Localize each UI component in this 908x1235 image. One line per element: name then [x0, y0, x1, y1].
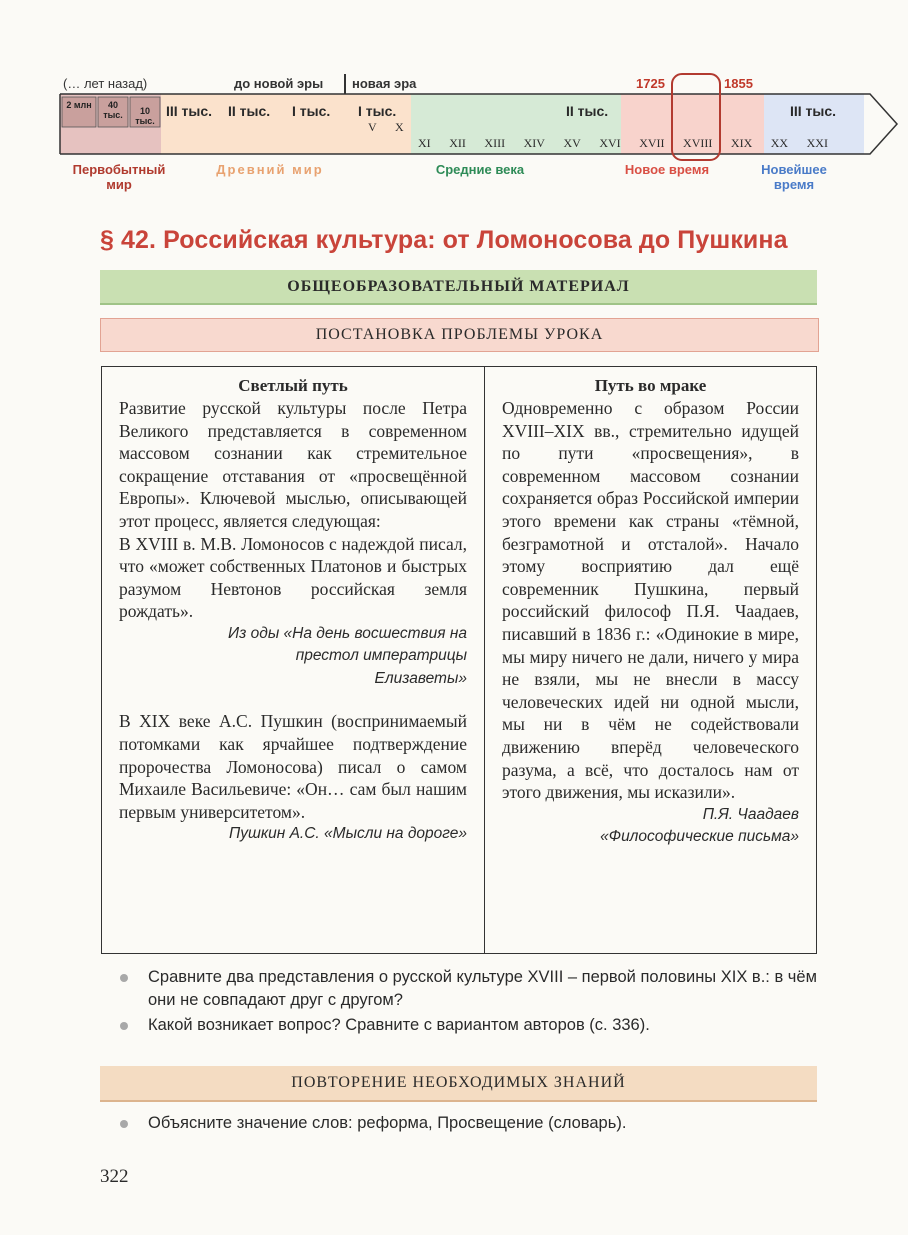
- review-question-text: Объясните значение слов: реформа, Просвещение (словарь).: [148, 1114, 627, 1132]
- comparison-box: [101, 366, 817, 954]
- era-medieval: Средние века: [435, 162, 525, 177]
- page-number: 322: [100, 1166, 129, 1187]
- era-modern: Новое время: [624, 162, 710, 177]
- century-label: XIX: [730, 136, 753, 150]
- page-title: § 42. Российская культура: от Ломоносова до Пушкина: [100, 226, 788, 254]
- cell-2mln: 2 млн: [66, 100, 92, 110]
- year-1855-label: 1855: [724, 76, 753, 91]
- century-label: XXI: [806, 136, 828, 150]
- century-label: XI: [418, 136, 431, 150]
- millennium-1-ad: I тыс.: [358, 103, 397, 119]
- era-ancient: Древний мир: [216, 162, 324, 177]
- section-band-general: ОБЩЕОБРАЗОВАТЕЛЬНЫЙ МАТЕРИАЛ: [100, 270, 817, 305]
- bullet-icon: [120, 1120, 128, 1128]
- section-band-problem: ПОСТАНОВКА ПРОБЛЕМЫ УРОКА: [100, 318, 819, 352]
- bullet-icon: [120, 974, 128, 982]
- right-source-title: «Философические письма»: [600, 828, 799, 846]
- left-paragraph-1: Развитие русской культуры после Петра Великого представляется в современном массовом сознании как стремительное сокращение отставания от «просвещённой Европы». Ключевой мыслью, описывающей этот процесс, является следующая:: [119, 398, 467, 531]
- section-band-review: ПОВТОРЕНИЕ НЕОБХОДИМЫХ ЗНАНИЙ: [100, 1066, 817, 1102]
- centuries-row: [418, 136, 828, 151]
- timeline: [0, 0, 908, 200]
- right-source-author: П.Я. Чаадаев: [702, 805, 799, 823]
- left-source-1: Из оды «На день восшествия на престол императрицы Елизаветы»: [228, 624, 467, 687]
- century-10: X: [395, 120, 404, 134]
- century-label: XIV: [523, 136, 545, 150]
- century-label: XVI: [599, 136, 621, 150]
- question-1-text: Сравните два представления о русской культуре XVIII – первой половины XIX в.: в чём они не совпадают друг с другом?: [148, 968, 817, 1009]
- millennium-3-bc: III тыс.: [166, 103, 213, 119]
- millennium-2-ad: II тыс.: [566, 103, 609, 119]
- question-1: [120, 966, 820, 1012]
- left-paragraph-3: В XIX веке А.С. Пушкин (воспринимаемый потомками как ярчайшее подтверждение пророчества Ломоносова) писал о самом Михаиле Васильевиче: «Он… сам был нашим первым университетом».: [119, 711, 467, 822]
- millennium-3-ad: III тыс.: [790, 103, 837, 119]
- century-label: XV: [563, 136, 581, 150]
- timeline-years-ago-label: (… лет назад): [63, 76, 148, 91]
- century-label: XVII: [639, 136, 665, 150]
- right-column: [502, 375, 799, 849]
- century-label: XVIII: [683, 136, 713, 150]
- column-divider: [484, 367, 485, 953]
- timeline-ad-label: новая эра: [352, 76, 417, 91]
- millennium-2-bc: II тыс.: [228, 103, 271, 119]
- timeline-bc-label: до новой эры: [234, 76, 324, 91]
- left-column-heading: Светлый путь: [238, 376, 348, 395]
- century-label: XIII: [484, 136, 506, 150]
- era-primitive: Первобытный мир: [72, 162, 166, 192]
- era-contemporary: Новейшее время: [761, 162, 827, 192]
- left-paragraph-2: В XVIII в. М.В. Ломоносов с надеждой писал, что «может собственных Платонов и быстрых разумом Невтонов российская земля рождать».: [119, 533, 467, 622]
- right-paragraph-1: Одновременно с образом России XVIII–XIX вв., стремительно идущей по пути «просвещения», в современном массовом сознании сохраняется образ Российской империи этого времени как страны «тёмной, безграмотной и отсталой». Начало этому восприятию дал ещё современник Пушкина, первый российский философ П.Я. Чаадаев, писавший в 1836 г.: «Одинокие в мире, мы миру ничего не дали, ничего у мира не взяли, мы не внесли в массу человеческих идей ни одной мысли, мы ни в чём не содействовали движению вперёд человеческого разума, а всё, что досталось нам от этого движения, мы исказили».: [502, 398, 799, 803]
- right-column-heading: Путь во мраке: [594, 376, 707, 395]
- question-2: [120, 1014, 820, 1037]
- question-2-text: Какой возникает вопрос? Сравните с вариантом авторов (с. 336).: [148, 1016, 650, 1034]
- cell-10k: 10 тыс.: [135, 106, 155, 126]
- century-5: V: [368, 120, 377, 134]
- year-1725-label: 1725: [636, 76, 665, 91]
- left-source-2: Пушкин А.С. «Мысли на дороге»: [228, 825, 467, 843]
- review-question: [120, 1112, 820, 1135]
- century-label: XII: [449, 136, 466, 150]
- bullet-icon: [120, 1022, 128, 1030]
- millennium-1-bc: I тыс.: [292, 103, 331, 119]
- century-label: XX: [770, 136, 789, 150]
- cell-40k: 40 тыс.: [103, 100, 123, 120]
- left-column: [119, 375, 467, 846]
